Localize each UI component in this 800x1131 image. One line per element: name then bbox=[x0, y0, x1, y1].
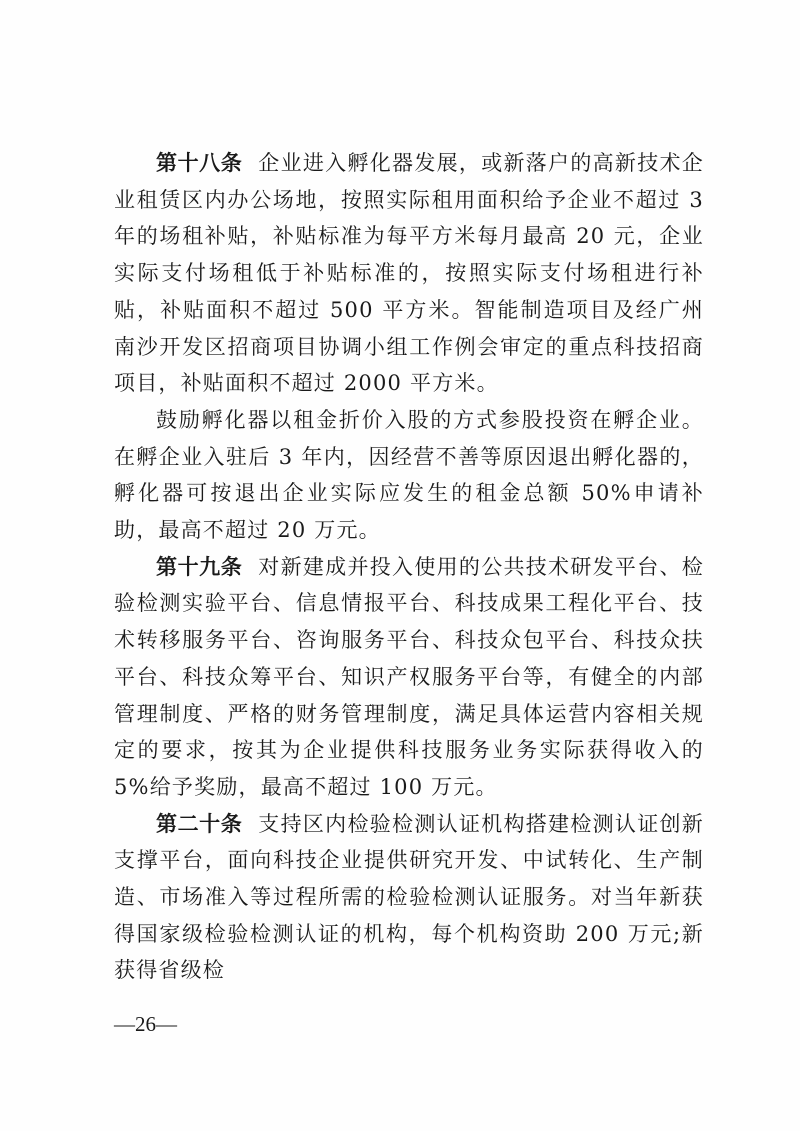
article-19-heading: 第十九条 bbox=[156, 554, 243, 579]
article-18-text-2: 鼓励孵化器以租金折价入股的方式参股投资在孵企业。在孵企业入驻后 3 年内，因经营不善等原因退出孵化器的，孵化器可按退出企业实际应发生的租金总额 50%申请补助，最高不超过 20 万元。 bbox=[114, 407, 704, 543]
document-body bbox=[114, 145, 704, 989]
article-20-paragraph bbox=[114, 806, 704, 990]
article-18-heading: 第十八条 bbox=[156, 151, 243, 175]
article-18-paragraph bbox=[114, 145, 704, 402]
page-number: —26— bbox=[114, 1012, 177, 1036]
article-18-text: 企业进入孵化器发展，或新落户的高新技术企业租赁区内办公场地，按照实际租用面积给予企业不超过 3 年的场租补贴，补贴标准为每平方米每月最高 20 元，企业实际支付场租低于补贴标准的，按照实际支付场租进行补贴，补贴面积不超过 500 平方米。智能制造项目及经广州南沙开发区招商项目协调小组工作例会审定的重点科技招商项目，补贴面积不超过 2000 平方米。 bbox=[114, 151, 704, 396]
article-18-paragraph-2 bbox=[114, 402, 704, 549]
article-19-paragraph bbox=[114, 549, 704, 806]
article-20-text: 支持区内检验检测认证机构搭建检测认证创新支撑平台，面向科技企业提供研究开发、中试转化、生产制造、市场准入等过程所需的检验检测认证服务。对当年新获得国家级检验检测认证的机构，每个机构资助 200 万元;新获得省级检 bbox=[114, 811, 704, 983]
article-19-text: 对新建成并投入使用的公共技术研发平台、检验检测实验平台、信息情报平台、科技成果工程化平台、技术转移服务平台、咨询服务平台、科技众包平台、科技众扶平台、科技众筹平台、知识产权服务平台等，有健全的内部管理制度、严格的财务管理制度，满足具体运营内容相关规定的要求，按其为企业提供科技服务业务实际获得收入的 5%给予奖励，最高不超过 100 万元。 bbox=[114, 554, 704, 799]
article-20-heading: 第二十条 bbox=[156, 811, 243, 836]
